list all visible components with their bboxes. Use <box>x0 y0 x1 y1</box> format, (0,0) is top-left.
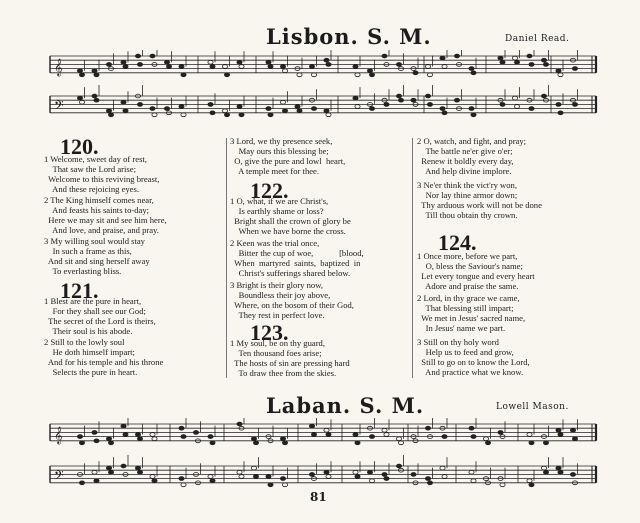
note-head <box>77 435 82 439</box>
hymn-120-stanza-2: 2 The King himself comes near, And feasts his saints to-day; Here we may sit and see him here, And love, and praise, and pray. <box>44 195 167 235</box>
hymn-number-122: 122. <box>250 178 289 203</box>
note-head <box>500 483 505 487</box>
note-head <box>454 98 459 102</box>
note-head <box>498 431 503 435</box>
note-head <box>384 433 389 437</box>
note-head <box>311 107 316 111</box>
hymn-122-stanza-2: 2 Keen was the trial once, Bitter the cup of woe, [blood, When martyred saints, baptized in Christ's sufferings shared below. <box>230 238 364 278</box>
note-head <box>135 433 140 437</box>
note-head <box>208 60 213 64</box>
note-head <box>121 60 126 64</box>
note-head <box>570 428 575 432</box>
note-head <box>121 464 126 468</box>
note-head <box>121 424 126 428</box>
note-head <box>442 65 447 69</box>
note-head <box>253 441 258 445</box>
note-head <box>150 433 155 437</box>
note-head <box>440 56 445 60</box>
note-head <box>123 109 128 113</box>
note-head <box>92 69 97 73</box>
note-head <box>106 437 111 441</box>
note-head <box>471 435 476 439</box>
note-head <box>355 73 360 77</box>
note-head <box>137 103 142 107</box>
note-head <box>326 475 331 479</box>
note-head <box>94 73 99 77</box>
hymn-124-stanza-2: 2 Lord, in thy grace we came, That blessing still impart; We met in Jesus' sacred name, In Jesus' name we part. <box>417 293 526 333</box>
note-head <box>137 470 142 474</box>
note-head <box>251 466 256 470</box>
note-head <box>384 103 389 107</box>
note-head <box>529 107 534 111</box>
note-head <box>166 65 171 69</box>
note-head <box>239 65 244 69</box>
note-head <box>94 439 99 443</box>
note-head <box>222 109 227 113</box>
note-head <box>469 426 474 430</box>
note-head <box>297 73 302 77</box>
note-head <box>237 60 242 64</box>
note-head <box>558 433 563 437</box>
note-head <box>181 435 186 439</box>
note-head <box>398 441 403 445</box>
note-head <box>369 107 374 111</box>
note-head <box>398 98 403 102</box>
note-head <box>121 100 126 104</box>
note-head <box>500 60 505 64</box>
note-head <box>483 437 488 441</box>
composer-laban: Lowell Mason. <box>496 402 569 412</box>
note-head <box>543 470 548 474</box>
note-head <box>558 73 563 77</box>
tune-title-laban: Laban. S. M. <box>266 393 425 418</box>
note-head <box>79 441 84 445</box>
note-head <box>79 100 84 104</box>
note-head <box>382 54 387 58</box>
note-head <box>570 473 575 477</box>
note-head <box>353 433 358 437</box>
note-head <box>268 113 273 117</box>
note-head <box>210 441 215 445</box>
note-head <box>92 431 97 435</box>
note-head <box>355 441 360 445</box>
note-head <box>324 109 329 113</box>
hymn-122-stanza-1: 1 O, what, if we are Christ's, Is earthly shame or loss? Bright shall the crown of glory be When we have borne the cross. <box>230 196 351 236</box>
note-head <box>164 107 169 111</box>
note-head <box>135 54 140 58</box>
note-head <box>295 105 300 109</box>
note-head <box>150 475 155 479</box>
note-head <box>514 60 519 64</box>
note-head <box>309 424 314 428</box>
note-head <box>237 105 242 109</box>
note-head <box>471 113 476 117</box>
note-head <box>106 109 111 113</box>
treble-clef-icon: 𝄞 <box>54 425 63 444</box>
note-head <box>179 105 184 109</box>
note-head <box>355 475 360 479</box>
note-head <box>556 428 561 432</box>
note-head <box>224 113 229 117</box>
note-head <box>123 65 128 69</box>
note-head <box>297 109 302 113</box>
hymn-122-stanza-3: 3 Bright is their glory now, Boundless their joy above, Where, on the bosom of their God, They rest in perfect love. <box>230 280 354 320</box>
note-head <box>208 103 213 107</box>
note-head <box>106 466 111 470</box>
note-head <box>77 96 82 100</box>
note-head <box>106 63 111 67</box>
note-head <box>309 473 314 477</box>
note-head <box>164 60 169 64</box>
hymn-120-stanza-1: 1 Welcome, sweet day of rest, That saw the Lord arise; Welcome to this reviving breast, And these rejoicing eyes. <box>44 154 160 194</box>
note-head <box>237 470 242 474</box>
note-head <box>558 111 563 115</box>
music-staff-lisbon <box>46 50 606 122</box>
note-head <box>266 475 271 479</box>
tune-title-lisbon: Lisbon. S. M. <box>266 24 432 49</box>
note-head <box>425 65 430 69</box>
note-head <box>425 94 430 98</box>
note-head <box>311 73 316 77</box>
hymn-121-stanza-3: 3 Lord, we thy presence seek, May ours this blessing be; O, give the pure and lowl heart, A temple meet for thee. <box>230 136 346 176</box>
note-head <box>543 63 548 67</box>
note-head <box>369 73 374 77</box>
note-head <box>529 63 534 67</box>
note-head <box>369 435 374 439</box>
note-head <box>427 73 432 77</box>
note-head <box>413 71 418 75</box>
note-head <box>324 58 329 62</box>
note-head <box>152 479 157 483</box>
note-head <box>280 477 285 481</box>
note-head <box>442 111 447 115</box>
note-head <box>427 481 432 485</box>
note-head <box>514 105 519 109</box>
note-head <box>529 441 534 445</box>
note-head <box>353 470 358 474</box>
note-head <box>193 431 198 435</box>
note-head <box>268 483 273 487</box>
hymn-123-stanza-2: 2 O, watch, and fight, and pray; The battle ne'er give o'er; Renew it boldly every day, And help divine implore. <box>417 136 527 176</box>
note-head <box>108 441 113 445</box>
note-head <box>237 422 242 426</box>
note-head <box>152 437 157 441</box>
note-head <box>442 435 447 439</box>
note-head <box>543 441 548 445</box>
note-head <box>210 479 215 483</box>
note-head <box>268 65 273 69</box>
note-head <box>222 65 227 69</box>
note-head <box>137 437 142 441</box>
hymn-124-stanza-1: 1 Once more, before we part, O, bless the Saviour's name; Let every tongue and every heart Adore and praise the same. <box>417 251 535 291</box>
treble-clef-icon: 𝄞 <box>54 57 63 76</box>
note-head <box>469 470 474 474</box>
note-head <box>384 477 389 481</box>
note-head <box>208 435 213 439</box>
hymn-number-124: 124. <box>438 230 477 255</box>
note-head <box>94 479 99 483</box>
column-divider-right <box>412 138 413 378</box>
note-head <box>572 67 577 71</box>
note-head <box>324 428 329 432</box>
note-head <box>137 63 142 67</box>
note-head <box>382 473 387 477</box>
note-head <box>529 483 534 487</box>
note-head <box>280 100 285 104</box>
composer-lisbon: Daniel Read. <box>505 34 570 44</box>
note-head <box>152 113 157 117</box>
note-head <box>485 441 490 445</box>
note-head <box>367 470 372 474</box>
note-head <box>425 477 430 481</box>
note-head <box>179 426 184 430</box>
hymn-number-121: 121. <box>60 278 99 303</box>
note-head <box>179 65 184 69</box>
note-head <box>396 94 401 98</box>
note-head <box>280 437 285 441</box>
hymn-121-stanza-1: 1 Blest are the pure in heart, For they shall see our God; The secret of the Lord is theirs, Their soul is his abode. <box>44 296 156 336</box>
note-head <box>79 481 84 485</box>
note-head <box>572 103 577 107</box>
note-head <box>572 437 577 441</box>
note-head <box>527 479 532 483</box>
note-head <box>239 113 244 117</box>
note-head <box>224 73 229 77</box>
note-head <box>382 428 387 432</box>
note-head <box>396 464 401 468</box>
note-head <box>326 433 331 437</box>
note-head <box>541 466 546 470</box>
note-head <box>92 94 97 98</box>
hymn-123-stanza-3: 3 Ne'er think the vict'ry won, Nor lay thine armor down; Thy arduous work will not be done Till thou obtain thy crown. <box>417 180 542 220</box>
note-head <box>440 107 445 111</box>
note-head <box>396 437 401 441</box>
note-head <box>427 103 432 107</box>
note-head <box>282 69 287 73</box>
note-head <box>512 96 517 100</box>
note-head <box>266 60 271 64</box>
note-head <box>471 479 476 483</box>
note-head <box>425 426 430 430</box>
hymn-124-stanza-3: 3 Still on thy holy word Help us to feed and grow, Still to go on to know the Lord, And practice what we know. <box>417 337 530 377</box>
note-head <box>282 483 287 487</box>
note-head <box>181 73 186 77</box>
note-head <box>326 63 331 67</box>
note-head <box>411 473 416 477</box>
note-head <box>208 475 213 479</box>
note-head <box>181 483 186 487</box>
note-head <box>471 71 476 75</box>
note-head <box>454 54 459 58</box>
note-head <box>353 96 358 100</box>
note-head <box>498 56 503 60</box>
note-head <box>353 65 358 69</box>
note-head <box>108 470 113 474</box>
note-head <box>369 479 374 483</box>
note-head <box>558 470 563 474</box>
note-head <box>440 466 445 470</box>
note-head <box>150 107 155 111</box>
note-head <box>135 466 140 470</box>
note-head <box>469 107 474 111</box>
note-head <box>210 111 215 115</box>
note-head <box>367 69 372 73</box>
music-staff-laban <box>46 418 606 494</box>
note-head <box>442 475 447 479</box>
note-head <box>108 113 113 117</box>
note-head <box>239 475 244 479</box>
hymn-120-stanza-3: 3 My willing soul would stay In such a frame as this, And sit and sing herself away To everlasting bliss. <box>44 236 150 276</box>
note-head <box>179 477 184 481</box>
note-head <box>253 475 258 479</box>
note-head <box>527 54 532 58</box>
bass-clef-icon: 𝄢 <box>54 97 64 116</box>
column-divider-left <box>226 138 227 378</box>
note-head <box>556 103 561 107</box>
note-head <box>150 54 155 58</box>
note-head <box>512 56 517 60</box>
note-head <box>556 466 561 470</box>
note-head <box>556 69 561 73</box>
note-head <box>309 65 314 69</box>
note-head <box>282 109 287 113</box>
note-head <box>541 58 546 62</box>
note-head <box>500 103 505 107</box>
note-head <box>324 470 329 474</box>
note-head <box>527 433 532 437</box>
note-head <box>411 98 416 102</box>
note-head <box>266 107 271 111</box>
hymn-number-123: 123. <box>250 320 289 345</box>
note-head <box>280 65 285 69</box>
hymn-123-stanza-1: 1 My soul, be on thy guard, Ten thousand foes arise; The hosts of sin are pressing hard To draw thee from the skies. <box>230 338 350 378</box>
page-number: 81 <box>310 490 327 504</box>
note-head <box>251 437 256 441</box>
bass-clef-icon: 𝄢 <box>54 467 64 486</box>
hymn-number-120: 120. <box>60 134 99 159</box>
note-head <box>181 113 186 117</box>
note-head <box>79 73 84 77</box>
note-head <box>282 441 287 445</box>
note-head <box>311 433 316 437</box>
note-head <box>92 470 97 474</box>
note-head <box>326 113 331 117</box>
note-head <box>541 94 546 98</box>
note-head <box>355 105 360 109</box>
note-head <box>469 67 474 71</box>
note-head <box>77 69 82 73</box>
hymn-121-stanza-2: 2 Still to the lowly soul He doth himself impart; And for his temple and his throne Selects the pure in heart. <box>44 337 164 377</box>
note-head <box>94 98 99 102</box>
note-head <box>210 65 215 69</box>
note-head <box>396 63 401 67</box>
note-head <box>123 433 128 437</box>
